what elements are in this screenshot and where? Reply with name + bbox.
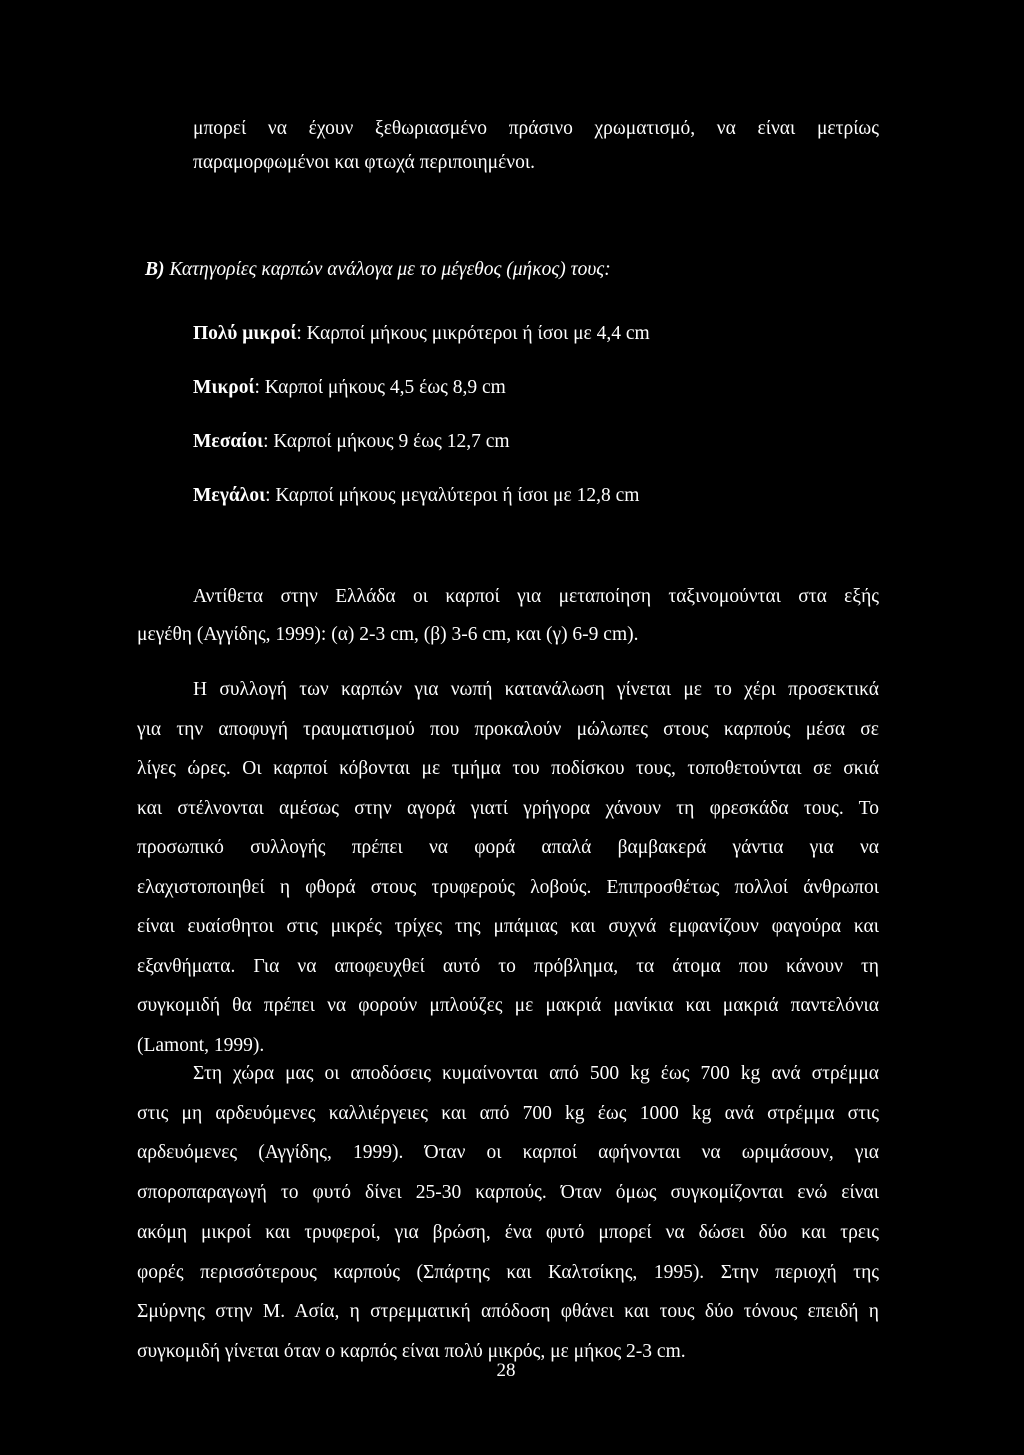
heading-letter: Β) [145, 259, 165, 280]
category-definition: : Καρποί μήκους μικρότεροι ή ίσοι με 4,4 cm [296, 323, 650, 344]
paragraph-line: ακόμη μικροί και τρυφεροί, για βρώση, ένα φυτό μπορεί να δώσει δύο και τρεις [137, 1221, 879, 1243]
paragraph-line: μπορεί να έχουν ξεθωριασμένο πράσινο χρωματισμό, να είναι μετρίως [193, 118, 879, 139]
paragraph-line: στις μη αρδευόμενες καλλιέργειες και από 700 kg έως 1000 kg ανά στρέμμα στις [137, 1102, 879, 1124]
category-definition: : Καρποί μήκους 9 έως 12,7 cm [263, 431, 510, 452]
category-term: Πολύ μικροί [193, 323, 297, 344]
yield-paragraph [137, 1054, 879, 1372]
paragraph-line: είναι ευαίσθητοι στις μικρές τρίχες της μπάμιας και συχνά εμφανίζουν φαγούρα και [137, 916, 879, 937]
heading-text: Κατηγορίες καρπών ανάλογα με το μέγεθος (μήκος) τους: [164, 259, 611, 280]
paragraph-line: Αντίθετα στην Ελλάδα οι καρποί για μεταποίηση ταξινομούνται στα εξής [193, 586, 879, 607]
categories-heading [145, 256, 865, 284]
paragraph-line: Σμύρνης στην Μ. Ασία, η στρεμματική απόδοση φθάνει και τους δύο τόνους επειδή η [137, 1301, 879, 1323]
harvest-paragraph [137, 670, 879, 1065]
paragraph-line: προσωπικό συλλογής πρέπει να φορά απαλά βαμβακερά γάντια για να [137, 837, 879, 858]
paragraph-line: και στέλνονται αμέσως στην αγορά γιατί γρήγορα χάνουν τη φρεσκάδα τους. Το [137, 797, 879, 819]
category-term: Μεσαίοι [193, 431, 264, 452]
paragraph-line: Στη χώρα μας οι αποδόσεις κυμαίνονται από 500 kg έως 700 kg ανά στρέμμα [193, 1063, 879, 1084]
paragraph-line: μεγέθη (Αγγίδης, 1999): (α) 2-3 cm, (β) 3-6 cm, και (γ) 6-9 cm). [137, 624, 639, 645]
size-categories-list [193, 307, 879, 523]
paragraph-line: αρδευόμενες (Αγγίδης, 1999). Όταν οι καρποί αφήνονται να ωριμάσουν, για [137, 1142, 879, 1164]
intro-paragraph [193, 112, 879, 180]
paragraph-line: σποροπαραγωγή το φυτό δίνει 25-30 καρπούς. Όταν όμως συγκομίζονται ενώ είναι [137, 1182, 879, 1204]
paragraph-line: Η συλλογή των καρπών για νωπή κατανάλωση γίνεται με το χέρι προσεκτικά [193, 679, 879, 700]
paragraph-line: λίγες ώρες. Οι καρποί κόβονται με τμήμα του ποδίσκου τους, τοποθετούνται σε σκιά [137, 758, 879, 779]
page-number: 28 [496, 1360, 516, 1381]
paragraph-line: συγκομιδή θα πρέπει να φορούν μπλούζες με μακριά μανίκια και μακριά παντελόνια [137, 995, 879, 1016]
list-item [193, 307, 879, 361]
list-item [193, 361, 879, 415]
category-definition: : Καρποί μήκους 4,5 έως 8,9 cm [254, 377, 506, 398]
category-term: Μικροί [193, 377, 255, 398]
paragraph-line: ελαχιστοποιηθεί η φθορά στους τρυφερούς λοβούς. Επιπροσθέτως πολλοί άνθρωποι [137, 876, 879, 898]
paragraph-line: εξανθήματα. Για να αποφευχθεί αυτό το πρόβλημα, τα άτομα που κάνουν τη [137, 955, 879, 977]
paragraph-line: φορές περισσότερους καρπούς (Σπάρτης και Καλτσίκης, 1995). Στην περιοχή της [137, 1261, 879, 1283]
list-item [193, 415, 879, 469]
category-term: Μεγάλοι [193, 485, 266, 506]
list-item [193, 469, 879, 523]
classification-paragraph [137, 578, 879, 654]
paragraph-line: συγκομιδή γίνεται όταν ο καρπός είναι πολύ μικρός, με μήκος 2-3 cm. [137, 1340, 686, 1362]
paragraph-line: για την αποφυγή τραυματισμού που προκαλούν μώλωπες στους καρπούς μέσα σε [137, 718, 879, 740]
category-definition: : Καρποί μήκους μεγαλύτεροι ή ίσοι με 12,8 cm [265, 485, 640, 506]
paragraph-line: (Lamont, 1999). [137, 1034, 265, 1056]
paragraph-line: παραμορφωμένοι και φτωχά περιποιημένοι. [193, 152, 535, 173]
